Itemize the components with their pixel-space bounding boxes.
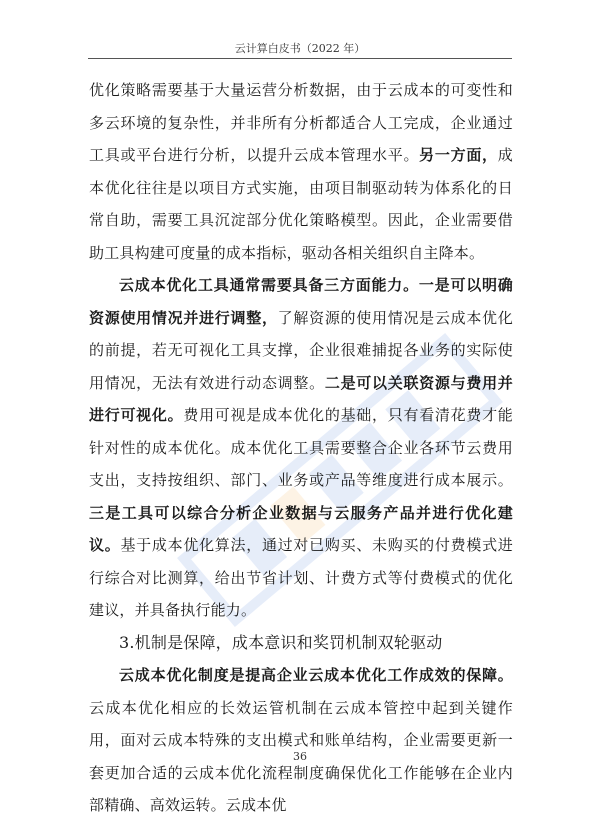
section-heading: 3.机制是保障，成本意识和奖罚机制双轮驱动	[119, 632, 443, 652]
page-number: 36	[293, 750, 307, 763]
paragraph-2-emphasis-2: 二是可以关联资源与费用并进行可视化。	[89, 373, 513, 424]
paragraph-1	[89, 74, 513, 269]
paragraph-2-emphasis-1: 云成本优化工具通常需要具备三方面能力。一是可以明确资源使用情况并进行调整，	[89, 276, 513, 327]
body-text	[89, 74, 513, 822]
paragraph-3-emphasis: 云成本优化制度是提高企业云成本优化工作成效的保障。	[119, 666, 513, 684]
paragraph-1-text: 优化策略需要基于大量运营分析数据，由于云成本的可变性和多云环境的复杂性，并非所有分析都适合人工完成，企业通过工具或平台进行分析，以提升云成本管理水平。	[89, 81, 513, 164]
paragraph-3-text: 云成本优化相应的长效运管机制在云成本管控中起到关键作用，面对云成本特殊的支出模式和账单结构，企业需要更新一套更加合适的云成本优化流程制度确保优化工作能够在企业内部精确、高效运转。云成本优	[89, 698, 513, 814]
paragraph-2-text-1: 了解资源的使用情况是云成本优化的前提，若无可视化工具支撑，企业很难捕捉各业务的实际使用情况，无法有效进行动态调整。	[89, 308, 513, 392]
page-header: 云计算白皮书（2022 年）	[234, 42, 366, 55]
paragraph-2-emphasis-3: 三是工具可以综合分析企业数据与云服务产品并进行优化建议。	[89, 503, 513, 554]
paragraph-2-text-3: 基于成本优化算法，通过对已购买、未购买的付费模式进行综合对比测算，给出节省计划、计费方式等付费模式的优化建议，并具备执行能力。	[89, 536, 513, 619]
paragraph-1-emphasis: 另一方面，	[419, 146, 498, 164]
header-rule	[88, 58, 512, 59]
paragraph-2-text-2: 费用可视是成本优化的基础，只有看清花费才能针对性的成本优化。成本优化工具需要整合企业各环节云费用支出，支持按组织、部门、业务或产品等维度进行成本展示。	[89, 406, 514, 489]
paragraph-2	[89, 269, 513, 627]
paragraph-3	[89, 659, 513, 822]
paragraph-1-rest: 成本优化往往是以项目方式实施，由项目制驱动转为体系化的日常自助，需要工具沉淀部分优化策略模型。因此，企业需要借助工具构建可度量的成本指标，驱动各相关组织自主降本。	[89, 146, 513, 262]
